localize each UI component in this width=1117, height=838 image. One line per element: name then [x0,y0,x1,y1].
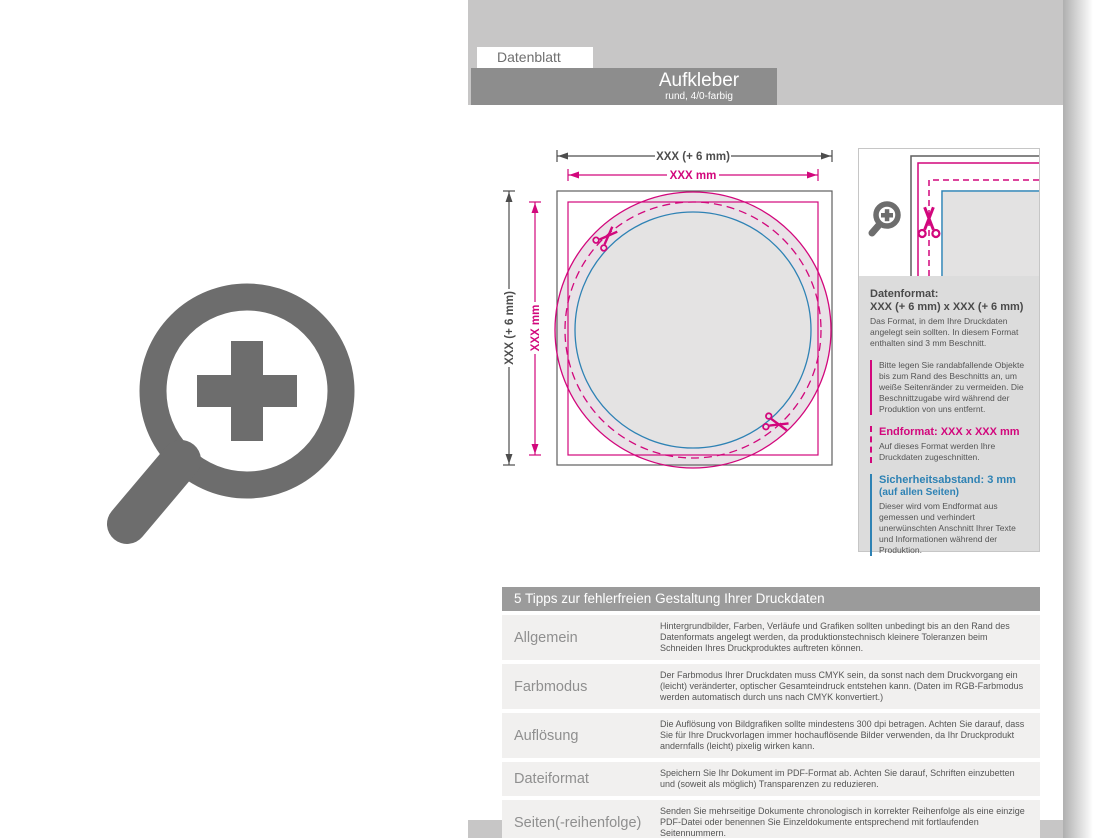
endformat-title: Endformat: XXX x XXX mm [879,426,1020,438]
tip-text: Speichern Sie Ihr Dokument im PDF-Format ab. Achten Sie darauf, Schriften einzubetten und (soweit als möglich) Transparenzen zu reduzieren. [660,768,1015,789]
tip-label: Auflösung [514,727,579,744]
datenformat-title: Datenformat: [870,288,939,300]
tip-text: Die Auflösung von Bildgrafiken sollte mindestens 300 dpi betragen. Achten Sie darauf, dass Sie für Ihre Druckvorlagen immer hochauflösende Bilder verwenden, da Ihr Druckprodukt andernfalls (leicht) pixelig wirken kann. [660,719,1025,751]
page-edge-shadow [1063,0,1093,838]
zoom-plus-icon [95,258,367,570]
safety-margin-body: Dieser wird vom Endformat aus gemessen und verhindert unerwünschten Anschnitt Ihrer Texte und Informationen während der Produktion. [879,501,1016,555]
tip-label: Seiten(-reihenfolge) [514,814,642,831]
corner-detail-diagram [859,149,1039,276]
table-row [502,664,1040,709]
datenblatt-tab: Datenblatt [477,47,593,68]
tip-label: Dateiformat [514,771,589,787]
table-row [502,800,1040,838]
endformat-section [870,426,1028,463]
page-subtitle: rund, 4/0-farbig [665,91,733,102]
detail-panel [858,148,1040,555]
dim-label-outer-top: XXX (+ 6 mm) [656,151,730,163]
page-title: Aufkleber [658,70,740,91]
dim-label-inner-top: XXX mm [669,170,717,182]
endformat-body: Auf dieses Format werden Ihre Druckdaten zugeschnitten. [879,441,996,462]
datenformat-section [870,288,1028,349]
dim-label-outer-left: XXX (+ 6 mm) [504,291,516,365]
table-row [502,713,1040,758]
format-info [859,276,1039,555]
tips-table [502,587,1040,838]
datenformat-body: Das Format, in dem Ihre Druckdaten angelegt sein sollten. In diesem Format enthalten sind 3 mm Beschnitt. [870,316,1019,348]
dim-label-inner-left: XXX mm [530,304,542,352]
tip-text: Senden Sie mehrseitige Dokumente chronologisch in korrekter Reihenfolge als eine einzige PDF-Datei oder benennen Sie Einzeldokumente entsprechend mit fortlaufenden Seitennummern. [660,806,1025,838]
safety-margin-title: Sicherheitsabstand: 3 mm [879,474,1016,486]
table-row [502,762,1040,796]
sticker-diagram [495,145,855,480]
tips-header: 5 Tipps zur fehlerfreien Gestaltung Ihrer Druckdaten [502,587,1040,611]
datenformat-value: XXX (+ 6 mm) x XXX (+ 6 mm) [870,301,1024,313]
tip-label: Farbmodus [514,678,588,695]
bleed-note-text: Bitte legen Sie randabfallende Objekte bis zum Rand des Beschnitts an, um weiße Seitenränder zu vermeiden. Die Beschnittzugabe wird während der Produktion von uns entfernt. [879,360,1025,414]
safety-margin-subtitle: (auf allen Seiten) [879,487,960,498]
safety-margin-section [870,474,1028,556]
bleed-note-section [870,360,1028,415]
table-row [502,615,1040,660]
tip-text: Der Farbmodus Ihrer Druckdaten muss CMYK sein, da sonst nach dem Druckvorgang ein (leicht) veränderter, optischer Gesamteindruck entstehen kann. (Daten im RGB-Farbmodus werden automatisch durch uns nach CMYK konvertiert.) [660,670,1024,702]
zoom-plus-icon [872,204,898,233]
tip-label: Allgemein [514,629,578,646]
title-bar [471,68,777,105]
tip-text: Hintergrundbilder, Farben, Verläufe und Grafiken sollten unbedingt bis an den Rand des Datenformats angelegt werden, da produktionstechnisch kleinere Toleranzen beim Schneiden Ihres Druckproduktes auftreten können. [660,621,1010,653]
